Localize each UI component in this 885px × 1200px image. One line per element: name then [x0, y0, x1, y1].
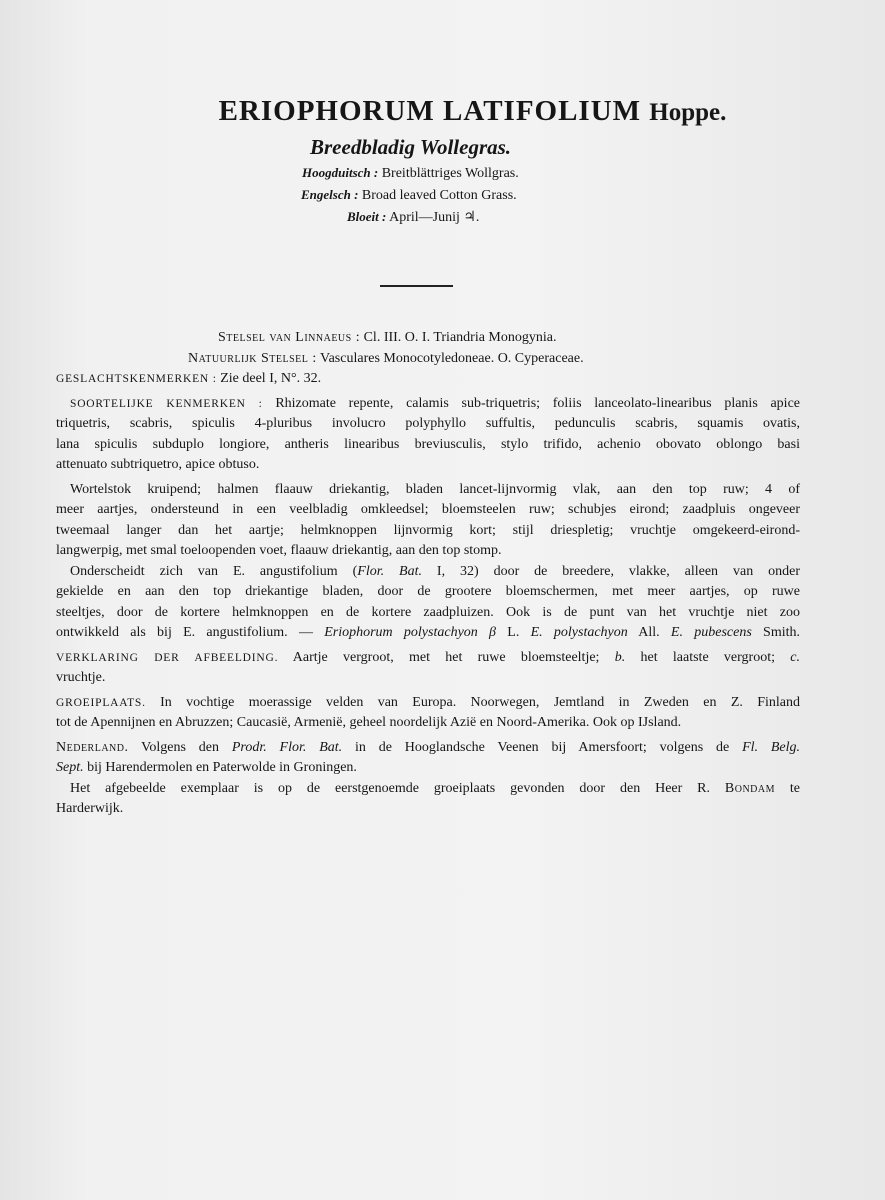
linnaeus-system-line [218, 328, 800, 349]
english-value: Broad leaved Cotton Grass. [361, 188, 517, 203]
distinction-text: ontwikkeld als bij E. angustifolium. — [56, 625, 325, 640]
dutch-name: Breedbladig Wollegras. [310, 135, 512, 159]
habitat-label: GROEIPLAATS. [56, 696, 146, 709]
species-characters-label: SOORTELIJKE KENMERKEN : [70, 397, 263, 410]
rootstock-line: meer aartjes, ondersteund in een veelbladig omkleedsel; bloemsteelen ruw; schubjes eirond; zaadpluis ongeveer [56, 502, 800, 517]
rootstock-line: Wortelstok kruipend; halmen flaauw driekantig, bladen lancet-lijnvormig vlak, aan den top ruw; 4 of [70, 481, 800, 497]
natural-system-value: Vasculares Monocotyledoneae. O. Cyperaceae. [320, 350, 584, 366]
distinction-line: gekielde en aan den top driekantige bladen, door de grootere bloemschermen, met meer aartjes, op ruwe [56, 584, 800, 599]
habitat-line: tot de Apennijnen en Abruzzen; Caucasië, Armenië, geheel noordelijk Azië en Noord-Amerika. Ook op IJsland. [56, 715, 682, 730]
species-author: Hoppe. [649, 99, 727, 126]
distinction-text: Smith. [751, 625, 800, 640]
specimen-text: Het afgebeelde exemplaar is op de eerstgenoemde groeiplaats gevonden door den Heer R. [70, 780, 725, 796]
distinction-line: steeltjes, door de kortere helmknoppen en de kortere zaadpluizen. Ook is de punt van het vruchtje niet zoo [56, 604, 800, 620]
figure-explanation-line [56, 648, 800, 669]
netherlands-text: in de Hooglandsche Veenen bij Amersfoort; volgens de [342, 739, 743, 755]
german-value: Breitblättriges Wollgras. [381, 166, 519, 181]
figure-explanation-text: Aartje vergroot, met het ruwe bloemsteeltje; [278, 649, 615, 665]
reference-italic: Fl. Belg. [742, 739, 801, 755]
english-label: Engelsch : [301, 187, 359, 202]
synonym-italic: Eriophorum polystachyon β [324, 625, 497, 640]
page-title [60, 92, 885, 132]
species-characters-line [56, 394, 800, 415]
flowering-label: Bloeit : [347, 209, 387, 224]
distinction-line [56, 623, 800, 644]
genus-characters-value: Zie deel I, N°. 32. [220, 371, 322, 386]
linnaeus-value: Cl. III. O. I. Triandria Monogynia. [363, 330, 557, 345]
figure-explanation-label: VERKLARING DER AFBEELDING. [56, 651, 279, 664]
figure-letter: c. [790, 649, 800, 665]
specimen-line: Harderwijk. [56, 801, 124, 816]
figure-letter: b. [614, 649, 626, 665]
species-characters-line: attenuato subtriquetro, apice obtuso. [56, 457, 260, 472]
species-characters-text: Rhizomate repente, calamis sub-triquetris; foliis lanceolato-linearibus planis apice [275, 395, 800, 411]
natural-system-line [188, 349, 800, 370]
figure-explanation-text: het laatste vergroot; [625, 649, 791, 665]
divider [380, 285, 453, 287]
distinction-text: L. [496, 625, 531, 640]
specimen-line [56, 779, 800, 800]
reference-italic: Flor. Bat. [357, 563, 422, 579]
specimen-paragraph [56, 779, 800, 820]
netherlands-line [56, 758, 800, 779]
netherlands-label: Nederland. [56, 739, 129, 755]
english-name-line [301, 184, 885, 206]
species-characters-paragraph [56, 394, 800, 476]
distinction-text: I, 32) door de breedere, vlakke, alleen van onder [421, 563, 800, 579]
flowering-value: April—Junij ♃. [389, 210, 480, 225]
specimen-text: te [775, 780, 801, 796]
netherlands-text: Volgens den [128, 739, 232, 755]
species-characters-line: triquetris, scabris, spiculis 4-pluribus involucro polyphyllo suffultis, pedunculis scabris, squamis ovatis, [56, 416, 800, 431]
distinction-line [56, 562, 800, 583]
german-name-line [302, 162, 885, 184]
distinction-text: All. [627, 625, 671, 640]
distinction-text: Onderscheidt zich van E. angustifolium ( [70, 563, 358, 579]
figure-explanation-line: vruchtje. [56, 670, 106, 685]
habitat-text: In vochtige moerassige velden van Europa. Noorwegen, Jemtland in Zweden en Z. Finland [145, 694, 800, 710]
linnaeus-label: Stelsel van Linnaeus : [218, 330, 361, 345]
reference-italic: Sept. [56, 760, 84, 775]
species-name: ERIOPHORUM LATIFOLIUM [218, 95, 642, 127]
rootstock-paragraph [56, 480, 800, 562]
natural-system-label: Natuurlijk Stelsel : [188, 350, 317, 366]
header [0, 92, 885, 228]
netherlands-paragraph [56, 738, 800, 779]
rootstock-line: langwerpig, met smal toeloopenden voet, flaauw driekantig, aan den top stomp. [56, 543, 502, 558]
genus-characters-line [56, 369, 800, 390]
description-body [56, 328, 800, 820]
distinction-paragraph [56, 562, 800, 644]
reference-italic: Prodr. Flor. Bat. [231, 739, 343, 755]
rootstock-line: tweemaal langer dan het aartje; helmknoppen lijnvormig kort; stijl driespletig; vruchtje omgekeerd-eirond- [56, 522, 800, 538]
collector-name: Bondam [724, 780, 776, 796]
synonym-italic: E. pubescens [670, 625, 752, 640]
netherlands-text: bij Harendermolen en Paterwolde in Groningen. [83, 760, 357, 775]
habitat-paragraph [56, 693, 800, 734]
synonym-italic: E. polystachyon [530, 625, 628, 640]
habitat-line [56, 693, 800, 714]
figure-explanation-paragraph [56, 648, 800, 689]
german-label: Hoogduitsch : [302, 165, 379, 180]
netherlands-line [56, 738, 800, 759]
species-characters-line: lana spiculis subduplo longiore, antheris linearibus breviusculis, stylo trifido, achenio obovato oblongo basi [56, 436, 800, 452]
flowering-line [347, 206, 885, 228]
genus-characters-label: GESLACHTSKENMERKEN : [56, 373, 217, 385]
